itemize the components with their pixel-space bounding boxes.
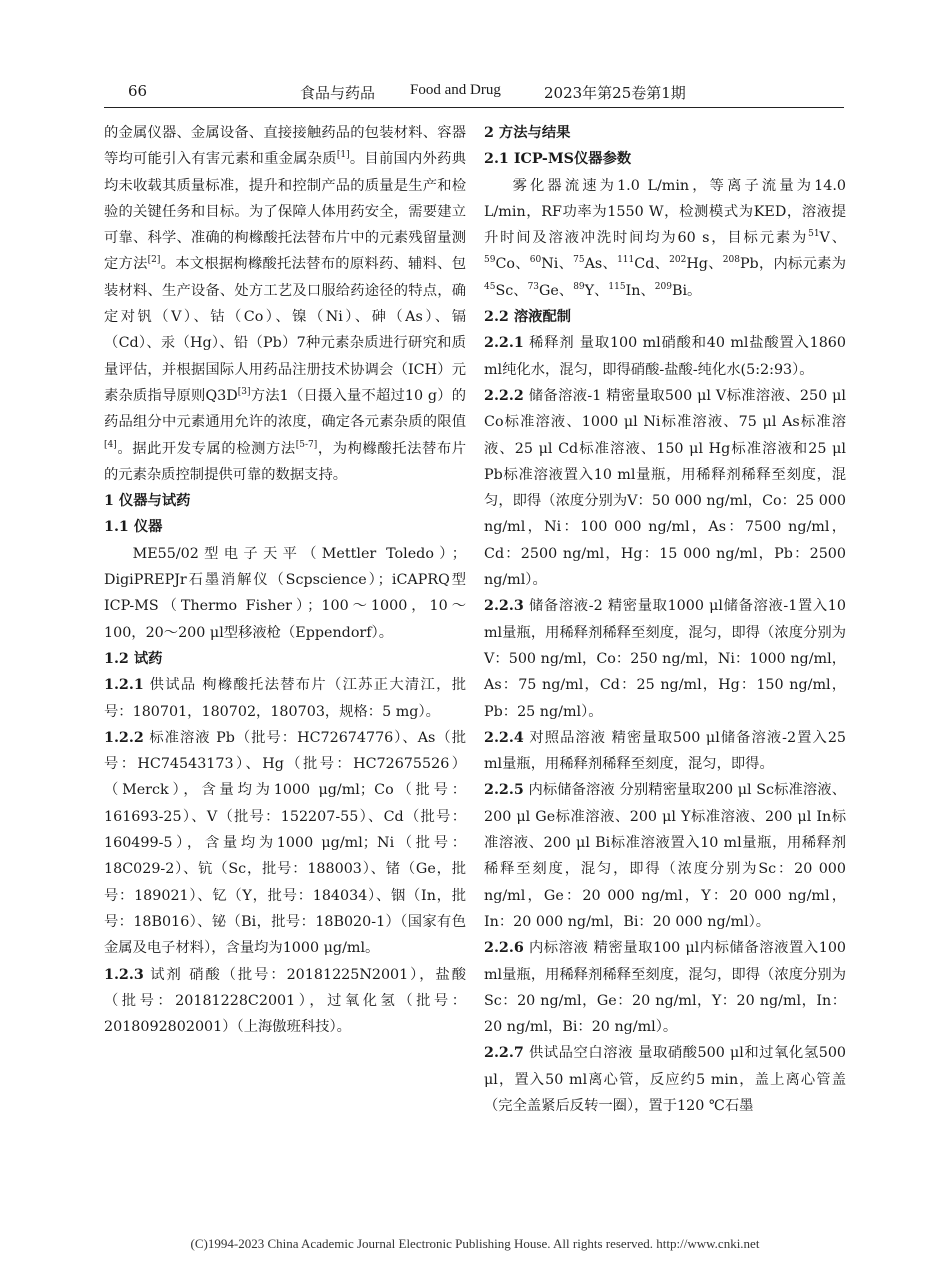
isotope-element: In、: [625, 282, 655, 299]
section-heading: 2 方法与结果: [484, 125, 571, 141]
citation-ref: [4]: [104, 439, 117, 450]
paragraph: ME55/02型电子天平（Mettler Toledo）；DigiPREPJr石墨消解仪（Scpscience）；iCAPRQ型ICP-MS（Thermo Fisher）；100～1000，10～100，20～200 μl型移液枪（Eppendorf）。: [104, 545, 466, 641]
isotope-mass-number: 111: [617, 255, 635, 266]
isotope-mass-number: 115: [608, 282, 626, 293]
isotope-mass-number: 208: [722, 255, 740, 266]
copyright-footer: (C)1994-2023 China Academic Journal Electronic Publishing House. All rights reserved. http://www.cnki.net: [190, 1236, 760, 1251]
isotope-element: Cd、: [634, 256, 670, 273]
item-number: 2.2.1: [484, 335, 524, 352]
isotope-mass-number: 75: [573, 255, 585, 266]
citation-ref: [1]: [336, 150, 350, 161]
paragraph: [484, 383, 846, 593]
item-text: 标准溶液 Pb（批号：HC72674776）、As（批号：HC74543173）、Hg（批号：HC72675526）（Merck），含量均为1000 μg/ml；Co（批号：161693-25）、V（批号：152207-55）、Cd（批号：160499-5），含量均为1000 μg/ml；Ni（批号：18C029-2）、钪（Sc，批号：188003）、锗（Ge，批号：189021）、钇（Y，批号：184034）、铟（In，批号：18B016）、铋（Bi，批号：18B020-1）（国家有色金属及电子材料），含量均为1000 μg/ml。: [104, 729, 466, 957]
isotope-element: Sc、: [495, 282, 528, 299]
paragraph-text: 雾化器流速为1.0 L/min，等离子流量为14.0 L/min，RF功率为1550 W，检测模式为KED，溶液提升时间及溶液冲洗时间均为60 s，目标元素为: [484, 177, 846, 247]
paragraph: [484, 330, 846, 383]
isotope-element: Pb，内标元素为: [739, 256, 846, 273]
isotope-element: V、: [819, 230, 847, 247]
isotope-element: As、: [584, 256, 618, 273]
paragraph: [104, 962, 466, 1041]
running-header: [104, 82, 844, 108]
item-text: 试剂 硝酸（批号：20181225N2001），盐酸（批号：20181228C2001），过氧化氢（批号：2018092802001）（上海傲班科技）。: [104, 966, 467, 1036]
item-text: 内标储备溶液 分别精密量取200 μl Sc标准溶液、200 μl Ge标准溶液、200 μl Y标准溶液、200 μl In标准溶液、200 μl Bi标准溶液置入10 ml量瓶，用稀释剂稀释至刻度，混匀，即得（浓度分别为Sc：20 000 ng/ml，Ge：20 000 ng/ml，Y：20 000 ng/ml，In：20 000 ng/ml，Bi：20 000 ng/ml）。: [484, 782, 846, 930]
item-number: 1.2.3: [104, 966, 144, 983]
isotope-mass-number: 89: [573, 282, 585, 293]
item-number: 2.2.3: [484, 598, 524, 615]
subsection-heading: 1.2 试药: [104, 650, 163, 667]
isotope-mass-number: 60: [529, 255, 542, 266]
isotope-mass-number: 45: [484, 282, 496, 293]
item-text: 供试品空白溶液 量取硝酸500 μl和过氧化氢500 μl，置入50 ml离心管，反应约5 min，盖上离心管盖（完全盖紧后反转一圈），置于120 ℃石墨: [484, 1045, 847, 1114]
paragraph: [104, 725, 466, 962]
item-number: 1.2.1: [104, 677, 144, 694]
isotope-element: Ge、: [539, 282, 574, 299]
isotope-element: Ni、: [541, 256, 574, 273]
paragraph: [484, 935, 846, 1040]
item-number: 2.2.6: [484, 940, 524, 957]
item-number: 1.2.2: [104, 729, 144, 746]
paragraph: [484, 593, 846, 724]
subsection-heading: 1.1 仪器: [104, 519, 163, 536]
isotope-element: Hg、: [686, 256, 723, 273]
isotope-mass-number: 51: [808, 229, 820, 240]
isotope-mass-number: 73: [527, 282, 540, 293]
item-text: 内标溶液 精密量取100 μl内标储备溶液置入100 ml量瓶，用稀释剂稀释至刻度，混匀，即得（浓度分别为Sc：20 ng/ml，Ge：20 ng/ml，Y：20 ng/ml，In：20 ng/ml，Bi：20 ng/ml）。: [484, 940, 847, 1036]
item-number: 2.2.5: [484, 782, 524, 799]
right-column: [484, 120, 846, 1119]
intro-text-b: 。目前国内外药典均未收载其质量标准，提升和控制产品的质量是生产和检验的关键任务和目标。为了保障人体用药安全，需要建立可靠、科学、准确的枸橼酸托法替布片中的元素残留量测定方法: [104, 151, 467, 273]
item-text: 储备溶液-2 精密量取1000 μl储备溶液-1置入10 ml量瓶，用稀释剂稀释至刻度，混匀，即得（浓度分别为V：500 ng/ml，Co：250 ng/ml，Ni：1000 ng/ml，As：75 ng/ml，Cd：25 ng/ml，Hg：150 ng/ml，Pb：25 ng/ml）。: [484, 598, 846, 720]
intro-text-f: ，为枸橼酸托法替布片的元素杂质控制提供可靠的数据支持。: [104, 440, 467, 483]
isotope-element: Bi。: [671, 282, 702, 299]
isotope-mass-number: 202: [669, 255, 687, 266]
section-heading: 1 仪器与试药: [104, 493, 191, 510]
paragraph: [484, 173, 846, 304]
paragraph: [484, 1040, 846, 1119]
paragraph: [104, 672, 466, 725]
item-text: 稀释剂 量取100 ml硝酸和40 ml盐酸置入1860 ml纯化水，混匀，即得硝酸-盐酸-纯化水(5:2:93）。: [484, 335, 846, 378]
intro-text-c: 。本文根据枸橼酸托法替布的原料药、辅料、包装材料、生产设备、处方工艺及口服给药途径的特点，确定对钒（V）、钴（Co）、镍（Ni）、砷（As）、镉（Cd）、汞（Hg）、铅（Pb）7种元素杂质进行研究和质量评估，并根据国际人用药品注册技术协调会（ICH）元素杂质指导原则Q3D: [104, 256, 466, 404]
subsection-heading: 2.2 溶液配制: [484, 309, 572, 326]
isotope-mass-number: 59: [484, 255, 496, 266]
isotope-element: Y、: [584, 282, 609, 299]
issue-info: 2023年第25卷第1期: [544, 84, 686, 102]
subsection-heading: 2.1 ICP-MS仪器参数: [484, 151, 632, 168]
item-number: 2.2.2: [484, 387, 524, 404]
page-number: 66: [128, 82, 148, 100]
intro-text-e: 。据此开发专属的检测方法: [116, 440, 296, 457]
paragraph: [484, 777, 846, 935]
left-column: [104, 120, 466, 1040]
item-number: 2.2.4: [484, 729, 524, 746]
journal-title-cn: 食品与药品: [300, 84, 376, 102]
item-text: 供试品 枸橼酸托法替布片（江苏正大清江，批号：180701，180702，180703，规格：5 mg）。: [104, 677, 466, 720]
citation-ref: [3]: [237, 387, 251, 398]
citation-ref: [2]: [147, 255, 161, 266]
isotope-mass-number: 209: [654, 282, 672, 293]
isotope-element: Co、: [495, 256, 530, 273]
item-number: 2.2.7: [484, 1045, 524, 1062]
intro-text-d: 方法1（日摄入量不超过10 g）的药品组分中元素通用允许的浓度，确定各元素杂质的限值: [104, 387, 467, 431]
item-text: 储备溶液-1 精密量取500 μl V标准溶液、250 μl Co标准溶液、1000 μl Ni标准溶液、75 μl As标准溶液、25 μl Cd标准溶液、150 μl Hg标准溶液和25 μl Pb标准溶液置入10 ml量瓶，用稀释剂稀释至刻度，混匀，即得（浓度分别为V：50 000 ng/ml，Co：25 000 ng/ml，Ni：100 000 ng/ml，As：7500 ng/ml，Cd：2500 ng/ml，Hg：15 000 ng/ml，Pb：2500 ng/ml）。: [484, 387, 847, 589]
citation-ref: [5-7]: [295, 439, 318, 450]
item-text: 对照品溶液 精密量取500 μl储备溶液-2置入25 ml量瓶，用稀释剂稀释至刻度，混匀，即得。: [484, 729, 847, 773]
intro-paragraph: [104, 120, 466, 488]
intro-text-a: 的金属仪器、金属设备、直接接触药品的包装材料、容器等均可能引入有害元素和重金属杂质: [104, 125, 466, 168]
journal-title-en: Food and Drug: [410, 82, 501, 98]
paragraph: [484, 725, 846, 778]
header-rule: [104, 107, 844, 108]
